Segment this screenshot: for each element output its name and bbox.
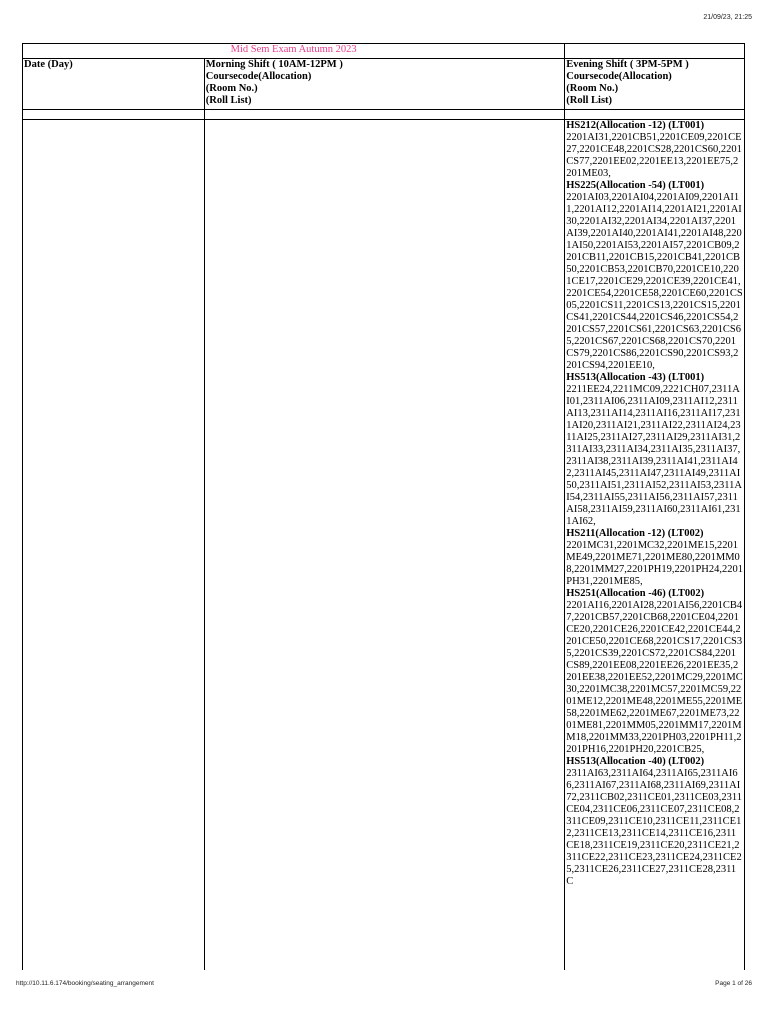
roll-list: 2201AI31,2201CB51,2201CE09,2201CE27,2201CE48,2201CS28,2201CS60,2201CS77,2201EE02,2201EE13,2201EE75,2201ME03, (566, 132, 742, 179)
course-allocation-heading: HS513(Allocation -40) (LT002) (566, 756, 705, 767)
allocation-group (566, 180, 743, 372)
title-row (23, 44, 745, 59)
spacer-cell (23, 110, 205, 120)
print-footer (16, 980, 752, 992)
roll-list: 2211EE24,2211MC09,2221CH07,2311AI01,2311AI06,2311AI09,2311AI12,2311AI13,2311AI14,2311AI16,2311AI17,2311AI20,2311AI21,2311AI22,2311AI24,2311AI25,2311AI27,2311AI29,2311AI31,2311AI33,2311AI34,2311AI35,2311AI37,2311AI38,2311AI39,2311AI41,2311AI42,2311AI45,2311AI47,2311AI49,2311AI50,2311AI51,2311AI52,2311AI53,2311AI54,2311AI55,2311AI56,2311AI57,2311AI58,2311AI59,2311AI60,2311AI61,2311AI62, (566, 384, 742, 527)
evening-roll-label: (Roll List) (566, 95, 613, 106)
evening-shift-header (565, 59, 745, 110)
morning-shift-header (204, 59, 564, 110)
allocation-group (566, 588, 743, 756)
exam-title: Mid Sem Exam Autumn 2023 (23, 44, 565, 59)
evening-coursecode-label: Coursecode(Allocation) (566, 71, 672, 82)
title-row-empty-cell (565, 44, 745, 59)
morning-room-label: (Room No.) (205, 83, 258, 94)
seating-table-container (22, 43, 745, 970)
page-number: Page 1 of 26 (715, 980, 752, 987)
seating-table (22, 43, 745, 970)
course-allocation-heading: HS225(Allocation -54) (LT001) (566, 180, 705, 191)
roll-list: 2201AI03,2201AI04,2201AI09,2201AI11,2201AI12,2201AI14,2201AI21,2201AI30,2201AI32,2201AI34,2201AI37,2201AI39,2201AI40,2201AI41,2201AI48,2201AI50,2201AI53,2201AI57,2201CB09,2201CB11,2201CB15,2201CB41,2201CB50,2201CB53,2201CB70,2201CE10,2201CE17,2201CE29,2201CE39,2201CE41,2201CE54,2201CE58,2201CE60,2201CS05,2201CS11,2201CS13,2201CS15,2201CS41,2201CS44,2201CS46,2201CS54,2201CS57,2201CS61,2201CS63,2201CS65,2201CS67,2201CS68,2201CS70,2201CS79,2201CS86,2201CS90,2201CS93,2201CS94,2201EE10, (566, 192, 743, 371)
allocation-group (566, 372, 743, 528)
evening-room-label: (Room No.) (566, 83, 619, 94)
header-row (23, 59, 745, 110)
print-timestamp: 21/09/23, 21:25 (703, 14, 752, 21)
allocation-group (566, 120, 743, 180)
page-url: http://10.11.6.174/booking/seating_arrangement (16, 980, 154, 987)
date-row (23, 120, 745, 971)
roll-list: 2201AI16,2201AI28,2201AI56,2201CB47,2201CB57,2201CB68,2201CE04,2201CE20,2201CE26,2201CE42,2201CE44,2201CE50,2201CE68,2201CS17,2201CS35,2201CS39,2201CS72,2201CS84,2201CS89,2201EE08,2201EE26,2201EE35,2201EE38,2201EE52,2201MC29,2201MC30,2201MC38,2201MC57,2201MC59,2201ME12,2201ME48,2201ME55,2201ME58,2201ME62,2201ME67,2201ME73,2201ME81,2201MM05,2201MM17,2201MM18,2201MM33,2201PH03,2201PH11,2201PH16,2201PH20,2201CB25, (566, 600, 743, 755)
course-allocation-heading: HS251(Allocation -46) (LT002) (566, 588, 705, 599)
course-allocation-heading: HS211(Allocation -12) (LT002) (566, 528, 704, 539)
roll-list: 2201MC31,2201MC32,2201ME15,2201ME49,2201ME71,2201ME80,2201MM08,2201MM27,2201PH19,2201PH24,2201PH31,2201ME85, (566, 540, 744, 587)
date-header: Date (Day) (23, 59, 205, 110)
evening-shift-title: Evening Shift ( 3PM-5PM ) (566, 59, 689, 70)
spacer-cell (565, 110, 745, 120)
roll-list: 2311AI63,2311AI64,2311AI65,2311AI66,2311AI67,2311AI68,2311AI69,2311AI72,2311CB02,2311CE01,2311CE03,2311CE04,2311CE06,2311CE07,2311CE08,2311CE09,2311CE10,2311CE11,2311CE12,2311CE13,2311CE14,2311CE16,2311CE18,2311CE19,2311CE20,2311CE21,2311CE22,2311CE23,2311CE24,2311CE25,2311CE26,2311CE27,2311CE28,2311C (566, 768, 743, 887)
course-allocation-heading: HS212(Allocation -12) (LT001) (566, 120, 705, 131)
spacer-cell (204, 110, 564, 120)
morning-roll-label: (Roll List) (205, 95, 252, 106)
spacer-row (23, 110, 745, 120)
allocation-group (566, 756, 743, 888)
morning-shift-title: Morning Shift ( 10AM-12PM ) (205, 59, 343, 70)
course-allocation-heading: HS513(Allocation -43) (LT001) (566, 372, 705, 383)
date-cell (23, 120, 205, 971)
evening-shift-cell (565, 120, 745, 971)
morning-coursecode-label: Coursecode(Allocation) (205, 71, 312, 82)
morning-shift-cell (204, 120, 564, 971)
allocation-group (566, 528, 743, 588)
